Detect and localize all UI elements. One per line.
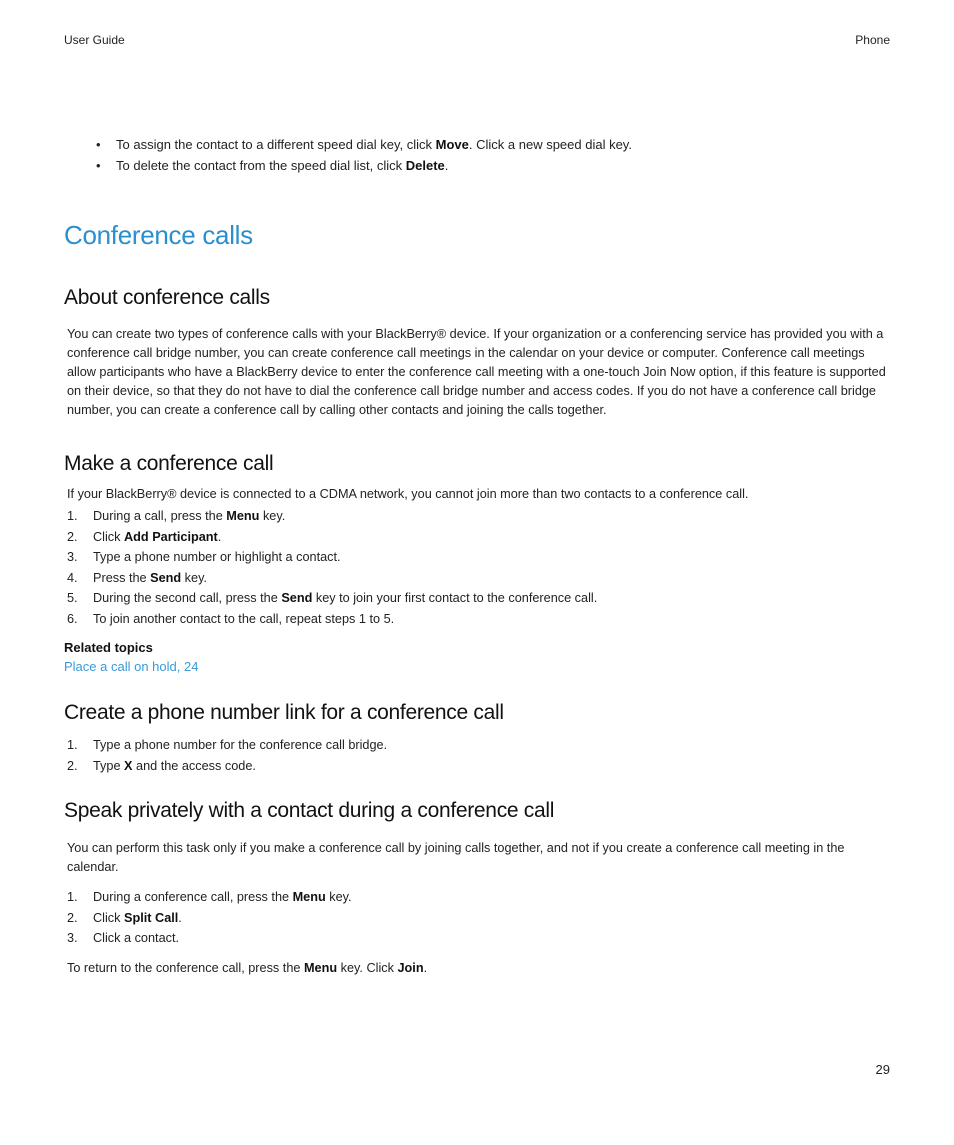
list-item: 3. Type a phone number or highlight a contact. <box>67 550 341 564</box>
list-item: 1. During a conference call, press the Menu key. <box>67 890 352 904</box>
related-topic-link[interactable]: Place a call on hold, 24 <box>64 659 199 674</box>
running-header-left: User Guide <box>64 33 125 47</box>
list-item: 1. Type a phone number for the conference call bridge. <box>67 738 388 752</box>
bullet-item-move: • To assign the contact to a different speed dial key, click Move. Click a new speed dial key. <box>96 134 632 155</box>
related-topics-title: Related topics <box>64 640 153 655</box>
list-item: 3. Click a contact. <box>67 931 180 945</box>
list-item: 4. Press the Send key. <box>67 570 208 585</box>
make-intro: If your BlackBerry® device is connected to a CDMA network, you cannot join more than two contacts to a conference call. <box>67 487 749 501</box>
list-item: 2. Click Split Call. <box>67 910 182 925</box>
speed-dial-bullet-list <box>96 134 632 176</box>
heading-create-phone-number-link: Create a phone number link for a conference call <box>64 701 504 724</box>
heading-make-conference-call: Make a conference call <box>64 452 274 475</box>
list-item: 1. During a call, press the Menu key. <box>67 509 286 523</box>
list-item: 5. During the second call, press the Send key to join your first contact to the conference call. <box>67 591 598 605</box>
list-item: 2. Click Add Participant. <box>67 529 222 544</box>
heading-about-conference-calls: About conference calls <box>64 286 270 309</box>
running-header-right: Phone <box>855 33 890 47</box>
link-steps-list <box>67 735 387 776</box>
privately-steps-list <box>67 887 352 949</box>
privately-outro: To return to the conference call, press the Menu key. Click Join. <box>67 961 428 975</box>
page-number: 29 <box>875 1062 890 1077</box>
heading-speak-privately: Speak privately with a contact during a conference call <box>64 799 555 822</box>
list-item: 6. To join another contact to the call, repeat steps 1 to 5. <box>67 611 395 626</box>
page-title: Conference calls <box>64 220 253 250</box>
bullet-item-delete: • To delete the contact from the speed dial list, click Delete. <box>96 155 632 176</box>
about-paragraph: You can create two types of conference calls with your BlackBerry® device. If your organization or a conferencing service has provided you with a conference call bridge number, you can create conference call meetings in the calendar on your device or computer. Conference call meetings allow participants who have a BlackBerry device to enter the conference call meeting with a one-touch Join Now option, if this feature is supported on their device, so that they do not have to dial the conference call bridge number and access codes. If you do not have a conference call bridge number, you can create a conference call by calling other contacts and joining the calls together. <box>67 327 886 417</box>
list-item: 2. Type X and the access code. <box>67 758 256 773</box>
privately-intro: You can perform this task only if you make a conference call by joining calls together, and not if you create a conference call meeting in the calendar. <box>67 841 845 874</box>
make-steps-list <box>67 506 597 629</box>
